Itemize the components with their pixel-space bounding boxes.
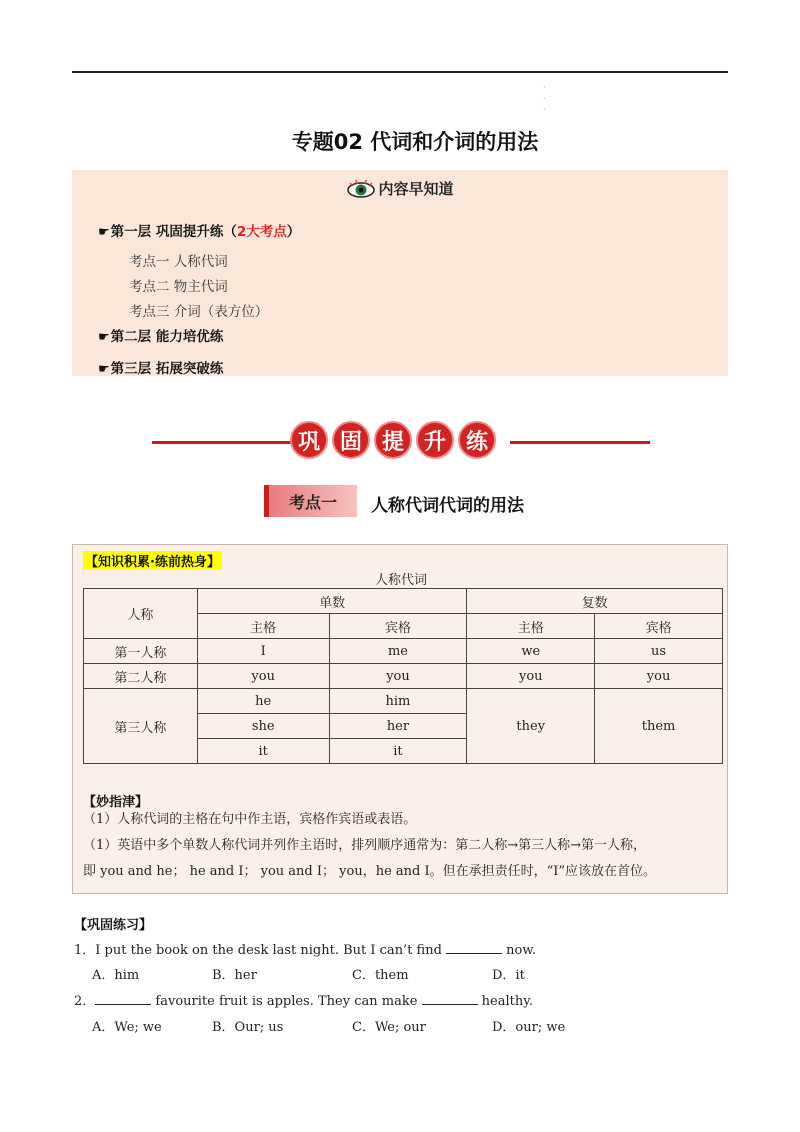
kp-title: 人称代词代词的用法	[371, 496, 524, 516]
point-3: 考点三 介词（表方位）	[129, 304, 269, 320]
header-obj: 宾格	[329, 614, 467, 639]
question-text: now.	[502, 943, 537, 958]
question-2	[74, 990, 533, 1009]
header-subj: 主格	[197, 614, 329, 639]
knowledge-tag: 【知识积累·练前热身】	[83, 551, 222, 570]
table-cell: he	[197, 689, 329, 714]
banner-line-left	[152, 441, 292, 444]
table-cell: it	[197, 739, 329, 764]
option[interactable]: D．our; we	[492, 1020, 566, 1035]
table-cell: she	[197, 714, 329, 739]
answer-blank[interactable]	[446, 942, 502, 954]
overview-box	[72, 170, 728, 376]
point-1: 考点一 人称代词	[129, 254, 228, 270]
pointing-hand-icon: ☛	[98, 225, 110, 240]
question-number: 1．	[74, 943, 96, 958]
question-text: favourite fruit is apples. They can make	[151, 994, 422, 1009]
banner-char: 固	[332, 421, 370, 459]
table-cell: you	[329, 664, 467, 689]
banner-char: 练	[458, 421, 496, 459]
layer-2-label: 第二层 能力培优练	[110, 329, 224, 345]
table-cell: we	[467, 639, 595, 664]
banner-char: 巩	[290, 421, 328, 459]
header-rule	[72, 71, 728, 73]
header-obj: 宾格	[595, 614, 723, 639]
option[interactable]: A．him	[92, 968, 140, 983]
option[interactable]: B．Our; us	[212, 1020, 284, 1035]
tips-heading: 【妙指津】	[83, 795, 149, 810]
knowledge-box	[72, 544, 728, 894]
answer-blank[interactable]	[422, 993, 478, 1005]
layer-1	[98, 220, 300, 240]
header-subj: 主格	[467, 614, 595, 639]
layer-1-label: 第一层 巩固提升练（	[110, 224, 237, 240]
layer-1-suffix: ）	[286, 224, 301, 240]
table-cell: it	[329, 739, 467, 764]
layer-3	[98, 357, 223, 377]
answer-blank[interactable]	[95, 993, 151, 1005]
pointing-hand-icon: ☛	[98, 362, 110, 377]
banner-char: 提	[374, 421, 412, 459]
table-row	[84, 639, 723, 664]
table-cell: they	[467, 689, 595, 764]
table-caption: 人称代词	[374, 573, 427, 588]
table-cell: him	[329, 689, 467, 714]
table-cell: you	[197, 664, 329, 689]
row-label: 第三人称	[84, 689, 198, 764]
question-text: I put the book on the desk last night. But I can’t find	[95, 943, 447, 958]
banner-line-right	[510, 441, 650, 444]
header-singular: 单数	[197, 589, 467, 614]
overview-heading	[72, 178, 728, 200]
eye-icon	[346, 180, 376, 200]
table-cell: I	[197, 639, 329, 664]
row-label: 第一人称	[84, 639, 198, 664]
tip-line: （1）英语中多个单数人称代词并列作主语时，排列顺序通常为：第二人称→第三人称→第一人称，	[83, 838, 647, 853]
section-banner	[290, 421, 496, 461]
point-2: 考点二 物主代词	[129, 279, 228, 295]
table-cell: you	[467, 664, 595, 689]
layer-2	[98, 325, 223, 345]
header-plural: 复数	[467, 589, 723, 614]
header-person: 人称	[84, 589, 198, 639]
question-text: healthy.	[477, 994, 533, 1009]
page-title: 专题02 代词和介词的用法	[291, 130, 539, 154]
table-cell: me	[329, 639, 467, 664]
layer-1-count: 2大考点	[236, 224, 287, 240]
layer-3-label: 第三层 拓展突破练	[110, 361, 224, 377]
table-cell: us	[595, 639, 723, 664]
table-row	[84, 589, 723, 614]
table-cell: her	[329, 714, 467, 739]
kp-tag: 考点一	[264, 485, 357, 517]
tip-line: 即 you and he； he and I； you and I； you，he and I。但在承担责任时，“I”应该放在首位。	[83, 864, 657, 879]
option[interactable]: C．We; our	[352, 1020, 426, 1035]
question-number: 2．	[74, 994, 96, 1009]
table-row	[84, 664, 723, 689]
tip-line: （1）人称代词的主格在句中作主语，宾格作宾语或表语。	[83, 812, 417, 827]
option[interactable]: C．them	[352, 968, 409, 983]
header-dots: · · ·	[543, 83, 546, 114]
option[interactable]: B．her	[212, 968, 257, 983]
pointing-hand-icon: ☛	[98, 330, 110, 345]
pronoun-table	[83, 588, 723, 764]
overview-heading-text: 内容早知道	[378, 180, 454, 198]
exercise-heading: 【巩固练习】	[74, 918, 153, 933]
table-cell: them	[595, 689, 723, 764]
option[interactable]: D．it	[492, 968, 525, 983]
banner-char: 升	[416, 421, 454, 459]
table-cell: you	[595, 664, 723, 689]
table-row	[84, 689, 723, 714]
question-1	[74, 939, 536, 958]
row-label: 第二人称	[84, 664, 198, 689]
option[interactable]: A．We; we	[92, 1020, 162, 1035]
